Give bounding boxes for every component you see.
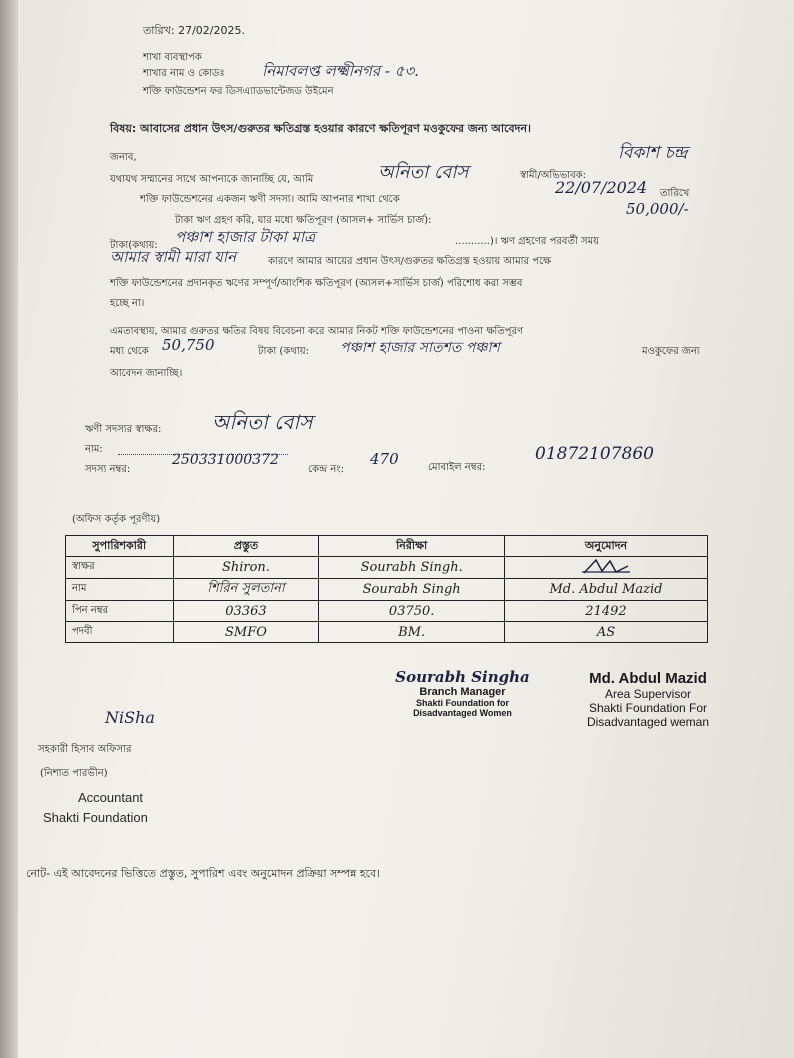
- applicant-signature-label: ঋণী সদস্যর স্বাক্ষর:: [85, 424, 162, 435]
- signature-scribble: [576, 557, 636, 575]
- body-line-2a: শক্তি ফাউন্ডেশনের একজন ঋণী সদস্য। আমি আপনার শাখা থেকে: [140, 194, 400, 205]
- waiver-words-handwritten: পঞ্চাশ হাজার সাতশত পঞ্চাশ: [340, 340, 500, 356]
- table-cell: BM.: [319, 622, 505, 643]
- as-name: Md. Abdul Mazid: [589, 670, 707, 687]
- organization-line: শক্তি ফাউন্ডেশন ফর ডিসএ্যাডভান্টেজড উইমেন: [143, 86, 334, 97]
- as-title: Area Supervisor: [604, 687, 692, 701]
- applicant-name-label: নাম:: [85, 444, 103, 455]
- table-cell: Shiron.: [173, 557, 319, 579]
- loan-date-handwritten: 22/07/2024: [555, 178, 648, 197]
- accountant-title: Accountant: [78, 790, 144, 805]
- recipient-title: শাখা ব্যবস্থাপক: [143, 52, 202, 63]
- table-header: প্রস্তুত: [173, 536, 319, 557]
- loan-amount-handwritten: 50,000/-: [626, 200, 689, 218]
- row-label: পদবী: [66, 622, 174, 643]
- accountant-org: Shakti Foundation: [43, 810, 148, 825]
- applicant-name-handwritten: অনিতা বোস: [378, 162, 469, 183]
- reason-handwritten: আমার স্বামী মারা যান: [110, 248, 237, 266]
- amount-words-handwritten: পঞ্চাশ হাজার টাকা মাত্র: [175, 228, 316, 246]
- body-line-6: শক্তি ফাউন্ডেশনের প্রদানকৃত ঋণের সম্পূর্ণ/আংশিক ক্ষতিপূরণ (আসল+সার্ভিস চার্জ) পরিশোধ করা সম্ভব: [110, 278, 523, 289]
- body-line-2b: তারিখে: [660, 188, 690, 199]
- footnote: নোট- এই আবেদনের ভিত্তিতে প্রস্তুত, সুপারিশ এবং অনুমোদন প্রক্রিয়া সম্পন্ন হবে।: [26, 867, 381, 880]
- office-use-note: (অফিস কর্তৃক পূরণীয়): [72, 514, 161, 525]
- center-number-label: কেন্দ্র নং:: [308, 464, 344, 475]
- guardian-name-handwritten: বিকাশ চন্দ্র: [618, 143, 688, 163]
- mobile-number-value: 01872107860: [535, 444, 654, 464]
- mobile-number-label: মোবাইল নম্বর:: [428, 462, 486, 473]
- date-line: তারিখ: 27/02/2025.: [143, 24, 245, 37]
- table-row: [66, 601, 708, 622]
- body-line-1a: যথাযথ সম্মানের সাথে আপনাকে জানাচ্ছি যে, আমি: [110, 174, 314, 185]
- body-line-9c: মওকুফের জন্য: [642, 346, 700, 357]
- table-header: অনুমোদন: [504, 536, 707, 557]
- table-cell: 21492: [504, 601, 707, 622]
- table-row: [66, 557, 708, 579]
- row-label: নাম: [66, 579, 174, 601]
- as-org-line1: Shakti Foundation For: [588, 701, 708, 715]
- approval-table: [65, 535, 708, 643]
- body-line-4b: ...........)। ঋণ গ্রহণের পরবর্তী সময়: [455, 236, 600, 247]
- body-line-10: আবেদন জানাচ্ছি।: [110, 368, 183, 379]
- accountant-signature: NiSha: [105, 708, 155, 727]
- table-cell: AS: [504, 622, 707, 643]
- accountant-bn-title: সহকারী হিসাব অফিসার: [38, 744, 132, 755]
- branch-name-label: শাখার নাম ও কোডঃ: [143, 68, 225, 79]
- subject-line: বিষয়: আবাসের প্রধান উৎস/গুরুতর ক্ষতিগ্রস্ত হওয়ার কারণে ক্ষতিপূরণ মওকুফের জন্য আবেদন।: [110, 122, 531, 135]
- table-cell: Md. Abdul Mazid: [504, 579, 707, 601]
- table-cell: 03750.: [319, 601, 505, 622]
- body-line-9a: মধ্য থেকে: [110, 346, 149, 357]
- applicant-signature: অনিতা বোস: [212, 410, 313, 434]
- signature-cell: [504, 557, 707, 579]
- row-label: স্বাক্ষর: [66, 557, 174, 579]
- body-line-3: টাকা ঋণ গ্রহণ করি, যার মধ্যে ক্ষতিপূরণ (আসল+ সার্ভিস চার্জ):: [175, 215, 432, 226]
- bm-signature-name: Sourabh Singha: [395, 668, 530, 686]
- bm-title: Branch Manager: [419, 686, 506, 698]
- body-line-4a: টাকা(কথায়:: [110, 240, 158, 251]
- body-line-7: হচ্ছে না।: [110, 298, 145, 309]
- table-row: [66, 622, 708, 643]
- bm-org-line1: Shakti Foundation for: [416, 698, 509, 708]
- body-line-9b: টাকা (কথায়:: [258, 346, 309, 357]
- member-number-label: সদস্য নম্বর:: [85, 464, 131, 475]
- body-line-8: এমতাবস্থায়, আমার গুরুতর ক্ষতির বিষয় বিবেচনা করে আমার নিকট শক্তি ফাউন্ডেশনের পাওনা ক্ষতিপূরণ: [110, 326, 524, 337]
- member-number-value: 250331000372: [172, 452, 279, 468]
- table-cell: শিরিন সুলতানা: [173, 579, 319, 601]
- branch-name-value: নিমাবলপ্ত লক্ষ্মীনগর - ৫৩.: [262, 62, 419, 80]
- table-header: সুপারিশকারী: [66, 536, 174, 557]
- paper-shadow-edge: [0, 0, 18, 1058]
- center-number-value: 470: [370, 450, 399, 468]
- branch-manager-stamp: [380, 668, 545, 718]
- table-cell: SMFO: [173, 622, 319, 643]
- row-label: পিন নম্বর: [66, 601, 174, 622]
- body-line-1b: স্বামী/অভিভাবক:: [520, 170, 587, 181]
- table-cell: Sourabh Singh: [319, 579, 505, 601]
- table-row: [66, 579, 708, 601]
- body-line-5b: কারণে আমার আয়ের প্রধান উৎস/গুরুতর ক্ষতিগ্রস্ত হওয়ায় আমার পক্ষে: [268, 256, 552, 267]
- waiver-amount-handwritten: 50,750: [162, 336, 215, 354]
- table-cell: 03363: [173, 601, 319, 622]
- table-header-row: [66, 536, 708, 557]
- area-supervisor-stamp: [553, 670, 743, 729]
- bm-org-line2: Disadvantaged Women: [413, 708, 512, 718]
- salutation: জনাব,: [110, 152, 137, 163]
- accountant-bn-name: (নিশাত পারভীন): [40, 768, 108, 779]
- table-cell: Sourabh Singh.: [319, 557, 505, 579]
- table-header: নিরীক্ষা: [319, 536, 505, 557]
- as-org-line2: Disadvantaged weman: [586, 715, 710, 729]
